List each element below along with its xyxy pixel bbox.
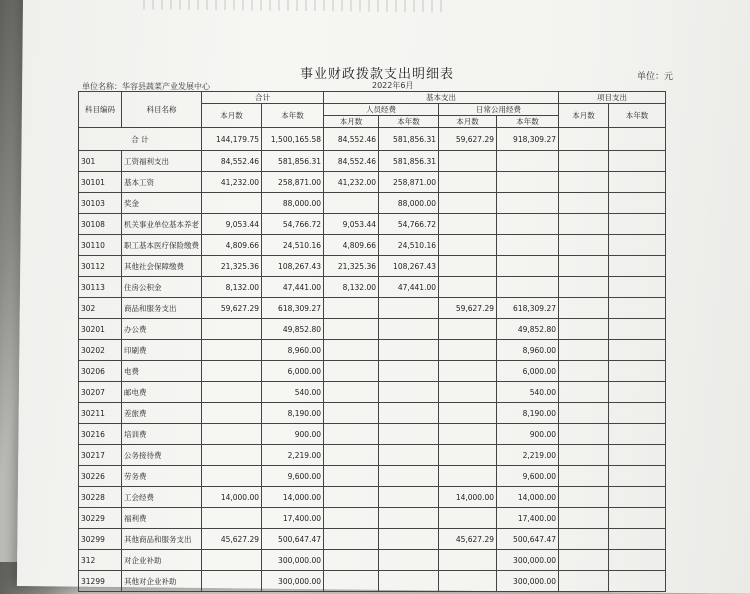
row-project-month (559, 445, 609, 466)
row-pers-year (379, 466, 439, 487)
row-project-year (609, 277, 666, 298)
row-daily-year: 14,000.00 (497, 487, 559, 508)
row-daily-year (497, 235, 559, 256)
row-project-month (559, 424, 609, 445)
row-daily-month (439, 466, 497, 487)
row-project-year (609, 529, 666, 550)
row-pers-month (324, 340, 379, 361)
row-name: 机关事业单位基本养老 (122, 214, 202, 235)
row-total-year: 258,871.00 (262, 172, 324, 193)
row-code: 30211 (79, 403, 122, 424)
table-row (79, 151, 666, 172)
table-row (79, 256, 666, 277)
row-total-year: 6,000.00 (262, 361, 324, 382)
table-row (79, 193, 666, 214)
row-project-month (559, 193, 609, 214)
row-total-year: 47,441.00 (262, 277, 324, 298)
header-pers-year: 本年数 (379, 116, 439, 128)
row-pers-year: 258,871.00 (379, 172, 439, 193)
row-daily-year: 300,000.00 (497, 571, 559, 592)
period-label: 2022年6月 (372, 81, 414, 90)
row-total-year: 17,400.00 (262, 508, 324, 529)
table-row (79, 277, 666, 298)
row-project-month (559, 340, 609, 361)
row-project-year (609, 445, 666, 466)
row-daily-year: 9,600.00 (497, 466, 559, 487)
row-total-month (202, 361, 262, 382)
row-code: 30229 (79, 508, 122, 529)
total-project-month (559, 128, 609, 151)
row-pers-year (379, 340, 439, 361)
row-pers-month (324, 424, 379, 445)
expenditure-table (78, 91, 666, 592)
row-total-month (202, 319, 262, 340)
row-project-year (609, 550, 666, 571)
total-daily-month: 59,627.29 (439, 128, 497, 151)
row-pers-month (324, 193, 379, 214)
row-pers-month: 9,053.44 (324, 214, 379, 235)
header-basic: 基本支出 (324, 92, 559, 104)
row-project-year (609, 508, 666, 529)
row-project-year (609, 298, 666, 319)
row-total-month: 14,000.00 (202, 487, 262, 508)
row-name: 商品和服务支出 (122, 298, 202, 319)
row-name: 住房公积金 (122, 277, 202, 298)
row-total-year: 540.00 (262, 382, 324, 403)
total-year: 1,500,165.58 (262, 128, 324, 151)
row-code: 30101 (79, 172, 122, 193)
row-project-month (559, 214, 609, 235)
row-total-year: 88,000.00 (262, 193, 324, 214)
row-daily-month (439, 508, 497, 529)
row-project-year (609, 571, 666, 592)
row-name: 公务接待费 (122, 445, 202, 466)
table-row (79, 550, 666, 571)
table-row (79, 382, 666, 403)
row-total-month (202, 571, 262, 592)
total-pers-year: 581,856.31 (379, 128, 439, 151)
row-pers-year (379, 403, 439, 424)
row-total-month (202, 403, 262, 424)
row-project-month (559, 298, 609, 319)
row-name: 电费 (122, 361, 202, 382)
row-total-year: 300,000.00 (262, 571, 324, 592)
header-daily-month: 本月数 (439, 116, 497, 128)
row-project-month (559, 466, 609, 487)
row-pers-month: 8,132.00 (324, 277, 379, 298)
row-code: 30216 (79, 424, 122, 445)
header-total-month: 本月数 (202, 104, 262, 128)
row-project-month (559, 319, 609, 340)
row-project-year (609, 256, 666, 277)
row-name: 办公费 (122, 319, 202, 340)
header-project-year: 本年数 (609, 104, 666, 128)
table-row (79, 571, 666, 592)
header-name: 科目名称 (122, 92, 202, 128)
bleed-through-marks (143, 0, 443, 12)
row-project-year (609, 487, 666, 508)
row-total-month: 84,552.46 (202, 151, 262, 172)
row-total-year: 618,309.27 (262, 298, 324, 319)
row-pers-year (379, 550, 439, 571)
header-total-year: 本年数 (262, 104, 324, 128)
row-code: 30201 (79, 319, 122, 340)
row-total-month: 41,232.00 (202, 172, 262, 193)
row-daily-month: 45,627.29 (439, 529, 497, 550)
table-row (79, 529, 666, 550)
unit-label: 单位：元 (637, 72, 674, 82)
header-personnel: 人员经费 (324, 104, 439, 116)
row-total-month (202, 445, 262, 466)
row-name: 邮电费 (122, 382, 202, 403)
row-daily-year: 900.00 (497, 424, 559, 445)
row-code: 30202 (79, 340, 122, 361)
header-daily: 日常公用经费 (439, 104, 559, 116)
header-project-month: 本月数 (559, 104, 609, 128)
row-pers-month (324, 445, 379, 466)
row-pers-month (324, 403, 379, 424)
row-pers-year: 581,856.31 (379, 151, 439, 172)
row-pers-year (379, 382, 439, 403)
table-row (79, 319, 666, 340)
row-pers-year: 24,510.16 (379, 235, 439, 256)
row-name: 基本工资 (122, 172, 202, 193)
table-row (79, 403, 666, 424)
row-name: 对企业补助 (122, 550, 202, 571)
row-pers-month (324, 319, 379, 340)
row-project-year (609, 214, 666, 235)
row-total-month (202, 550, 262, 571)
row-name: 工资福利支出 (122, 151, 202, 172)
row-project-month (559, 550, 609, 571)
row-pers-year (379, 445, 439, 466)
row-project-year (609, 319, 666, 340)
row-total-year: 2,219.00 (262, 445, 324, 466)
table-row (79, 508, 666, 529)
row-daily-month (439, 550, 497, 571)
row-pers-year (379, 424, 439, 445)
row-daily-year: 300,000.00 (497, 550, 559, 571)
row-project-year (609, 403, 666, 424)
row-pers-month: 4,809.66 (324, 235, 379, 256)
table-row (79, 424, 666, 445)
row-name: 职工基本医疗保险缴费 (122, 235, 202, 256)
row-total-month (202, 193, 262, 214)
row-daily-month (439, 424, 497, 445)
row-code: 30103 (79, 193, 122, 214)
row-pers-year (379, 319, 439, 340)
row-daily-month: 14,000.00 (439, 487, 497, 508)
row-total-month: 4,809.66 (202, 235, 262, 256)
table-row (79, 487, 666, 508)
row-daily-year (497, 151, 559, 172)
total-pers-month: 84,552.46 (324, 128, 379, 151)
row-daily-year: 8,960.00 (497, 340, 559, 361)
document-title: 事业财政拨款支出明细表 (300, 67, 455, 82)
row-code: 30299 (79, 529, 122, 550)
row-project-year (609, 466, 666, 487)
row-total-month (202, 508, 262, 529)
total-daily-year: 918,309.27 (497, 128, 559, 151)
row-total-month: 8,132.00 (202, 277, 262, 298)
row-pers-month (324, 487, 379, 508)
row-total-year: 24,510.16 (262, 235, 324, 256)
row-daily-year (497, 193, 559, 214)
row-total-year: 8,190.00 (262, 403, 324, 424)
row-daily-year (497, 277, 559, 298)
row-code: 30226 (79, 466, 122, 487)
row-pers-year (379, 298, 439, 319)
row-daily-month (439, 571, 497, 592)
table-row (79, 235, 666, 256)
row-pers-month (324, 529, 379, 550)
row-total-month: 9,053.44 (202, 214, 262, 235)
row-daily-month (439, 235, 497, 256)
row-name: 奖金 (122, 193, 202, 214)
row-pers-month (324, 508, 379, 529)
row-project-month (559, 529, 609, 550)
header-project: 项目支出 (559, 92, 666, 104)
row-project-year (609, 193, 666, 214)
row-pers-month (324, 361, 379, 382)
row-project-year (609, 235, 666, 256)
row-total-year: 108,267.43 (262, 256, 324, 277)
row-total-year: 500,647.47 (262, 529, 324, 550)
total-label: 合 计 (79, 128, 202, 151)
row-code: 301 (79, 151, 122, 172)
row-code: 30207 (79, 382, 122, 403)
row-project-year (609, 361, 666, 382)
table-row (79, 361, 666, 382)
header-daily-year: 本年数 (497, 116, 559, 128)
row-name: 其他商品和服务支出 (122, 529, 202, 550)
row-daily-month (439, 340, 497, 361)
row-name: 其他对企业补助 (122, 571, 202, 592)
header-code: 科目编码 (79, 92, 122, 128)
row-daily-year (497, 214, 559, 235)
row-name: 劳务费 (122, 466, 202, 487)
row-pers-year (379, 361, 439, 382)
row-code: 30108 (79, 214, 122, 235)
row-project-month (559, 571, 609, 592)
header-row-1 (79, 92, 666, 104)
row-pers-year (379, 529, 439, 550)
row-pers-year: 88,000.00 (379, 193, 439, 214)
row-daily-month (439, 382, 497, 403)
table-body (79, 151, 666, 592)
row-daily-year (497, 172, 559, 193)
row-pers-year (379, 508, 439, 529)
row-pers-year: 108,267.43 (379, 256, 439, 277)
row-daily-year: 540.00 (497, 382, 559, 403)
row-name: 工会经费 (122, 487, 202, 508)
total-project-year (609, 128, 666, 151)
row-pers-year: 47,441.00 (379, 277, 439, 298)
row-total-year: 49,852.80 (262, 319, 324, 340)
row-project-month (559, 403, 609, 424)
row-project-month (559, 172, 609, 193)
row-daily-year: 17,400.00 (497, 508, 559, 529)
row-project-month (559, 256, 609, 277)
row-pers-month (324, 298, 379, 319)
row-code: 30112 (79, 256, 122, 277)
row-pers-month: 41,232.00 (324, 172, 379, 193)
row-total-year: 9,600.00 (262, 466, 324, 487)
row-total-month (202, 424, 262, 445)
row-total-month (202, 340, 262, 361)
row-daily-month (439, 277, 497, 298)
row-daily-month (439, 214, 497, 235)
row-total-year: 581,856.31 (262, 151, 324, 172)
row-daily-month (439, 403, 497, 424)
row-pers-year (379, 487, 439, 508)
row-total-year: 900.00 (262, 424, 324, 445)
row-code: 30206 (79, 361, 122, 382)
row-code: 302 (79, 298, 122, 319)
row-daily-month (439, 445, 497, 466)
row-project-month (559, 235, 609, 256)
row-pers-year: 54,766.72 (379, 214, 439, 235)
row-total-year: 14,000.00 (262, 487, 324, 508)
row-code: 30217 (79, 445, 122, 466)
row-total-year: 8,960.00 (262, 340, 324, 361)
row-project-month (559, 361, 609, 382)
table-row (79, 340, 666, 361)
row-daily-month (439, 172, 497, 193)
table-row (79, 172, 666, 193)
org-name: 单位名称：华容县蔬菜产业发展中心 (82, 82, 210, 91)
row-total-year: 54,766.72 (262, 214, 324, 235)
row-pers-year (379, 571, 439, 592)
row-name: 福利费 (122, 508, 202, 529)
row-project-month (559, 151, 609, 172)
row-project-year (609, 382, 666, 403)
row-name: 印刷费 (122, 340, 202, 361)
row-daily-month (439, 193, 497, 214)
total-month: 144,179.75 (202, 128, 262, 151)
header-total: 合计 (202, 92, 324, 104)
row-project-month (559, 382, 609, 403)
row-daily-month: 59,627.29 (439, 298, 497, 319)
row-total-month: 21,325.36 (202, 256, 262, 277)
row-pers-month: 84,552.46 (324, 151, 379, 172)
row-pers-month (324, 550, 379, 571)
row-pers-month (324, 466, 379, 487)
row-daily-month (439, 319, 497, 340)
row-total-year: 300,000.00 (262, 550, 324, 571)
row-daily-month (439, 151, 497, 172)
row-total-month (202, 466, 262, 487)
row-project-year (609, 151, 666, 172)
row-project-month (559, 508, 609, 529)
row-daily-year: 6,000.00 (497, 361, 559, 382)
table-row (79, 445, 666, 466)
row-project-year (609, 172, 666, 193)
total-row (79, 128, 666, 151)
table-row (79, 298, 666, 319)
row-daily-month (439, 361, 497, 382)
row-code: 312 (79, 550, 122, 571)
row-pers-month (324, 382, 379, 403)
row-project-month (559, 487, 609, 508)
row-daily-year: 500,647.47 (497, 529, 559, 550)
row-code: 31299 (79, 571, 122, 592)
row-pers-month: 21,325.36 (324, 256, 379, 277)
row-daily-year: 618,309.27 (497, 298, 559, 319)
table-row (79, 466, 666, 487)
header-pers-month: 本月数 (324, 116, 379, 128)
row-project-year (609, 340, 666, 361)
row-total-month: 45,627.29 (202, 529, 262, 550)
row-code: 30113 (79, 277, 122, 298)
row-name: 培训费 (122, 424, 202, 445)
row-pers-month (324, 571, 379, 592)
row-project-month (559, 277, 609, 298)
row-total-month: 59,627.29 (202, 298, 262, 319)
row-name: 其他社会保障缴费 (122, 256, 202, 277)
row-daily-year (497, 256, 559, 277)
row-code: 30228 (79, 487, 122, 508)
table-row (79, 214, 666, 235)
row-name: 差旅费 (122, 403, 202, 424)
row-daily-year: 8,190.00 (497, 403, 559, 424)
row-daily-month (439, 256, 497, 277)
row-daily-year: 49,852.80 (497, 319, 559, 340)
row-total-month (202, 382, 262, 403)
row-project-year (609, 424, 666, 445)
row-daily-year: 2,219.00 (497, 445, 559, 466)
row-code: 30110 (79, 235, 122, 256)
